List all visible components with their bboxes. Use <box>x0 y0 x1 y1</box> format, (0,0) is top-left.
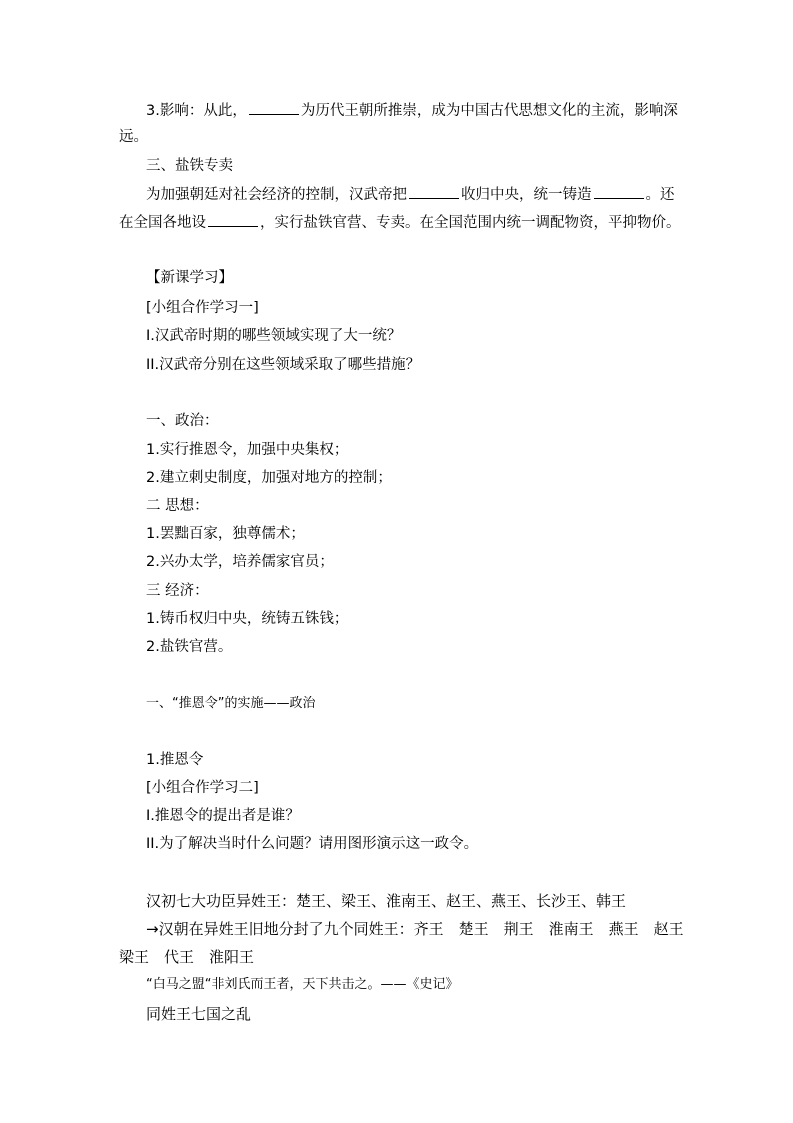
thought-heading: 二 思想： <box>146 498 209 514</box>
salt-iron-line <box>146 184 675 205</box>
tuienling-subheading: 1.推恩令 <box>146 752 204 768</box>
history-line-1: 汉初七大功臣异姓王：楚王、梁王、淮南王、赵王、燕王、长沙王、韩王 <box>146 892 627 910</box>
salt-iron-heading: 三、盐铁专卖 <box>146 158 233 174</box>
tuienling-heading: 一、“推恩令”的实施——政治 <box>146 696 316 711</box>
politics-item-2: 2.建立刺史制度，加强对地方的控制； <box>146 470 392 486</box>
group1-question-1: I.汉武帝时期的哪些领域实现了大一统？ <box>146 328 402 344</box>
influence-line-cont <box>119 127 148 147</box>
fill-blank[interactable] <box>409 184 459 199</box>
group2-question-1: I.推恩令的提出者是谁？ <box>146 808 300 824</box>
group1-title: [小组合作学习一] <box>146 300 259 316</box>
economy-heading: 三 经济： <box>146 583 209 599</box>
salt-iron-text-a: 为加强朝廷对社会经济的控制，汉武帝把 <box>146 187 407 203</box>
influence-text-b: 为历代王朝所推崇，成为中国古代思想文化的主流，影响深 <box>300 103 678 119</box>
salt-iron-line-cont <box>119 212 681 233</box>
fill-blank[interactable] <box>249 100 299 115</box>
salt-iron-text-e: ，实行盐铁官营、专卖。在全国范围内统一调配物资，平抑物价。 <box>260 215 681 231</box>
history-line-2: →汉朝在异姓王旧地分封了九个同姓王：齐王 楚王 荆王 淮南王 燕王 赵王 <box>146 920 684 938</box>
history-line-5: 同姓王七国之乱 <box>146 1005 252 1023</box>
group2-title: [小组合作学习二] <box>146 780 259 796</box>
fill-blank[interactable] <box>594 184 644 199</box>
history-line-3: 梁王 代王 淮阳王 <box>119 948 255 966</box>
fill-blank[interactable] <box>208 212 258 227</box>
group1-question-2: II.汉武帝分别在这些领域采取了哪些措施？ <box>146 357 421 373</box>
salt-iron-text-d: 在全国各地设 <box>119 215 206 231</box>
group2-question-2: II.为了解决当时什么问题？请用图形演示这一政令。 <box>146 836 479 852</box>
thought-item-1: 1.罢黜百家，独尊儒术； <box>146 526 305 542</box>
economy-item-2: 2.盐铁官营。 <box>146 639 233 655</box>
influence-text-c: 远。 <box>119 129 148 145</box>
economy-item-1: 1.铸币权归中央，统铸五铢钱； <box>146 611 349 627</box>
salt-iron-text-c: 。还 <box>645 187 675 203</box>
thought-item-2: 2.兴办太学，培养儒家官员； <box>146 554 334 570</box>
influence-line <box>146 100 678 121</box>
influence-text-a: 3.影响：从此， <box>146 103 247 119</box>
new-lesson-heading: 【新课学习】 <box>146 270 233 286</box>
politics-item-1: 1.实行推恩令，加强中央集权； <box>146 442 349 458</box>
history-quote: “白马之盟“非刘氏而王者，天下共击之。——《史记》 <box>146 977 459 992</box>
salt-iron-text-b: 收归中央，统一铸造 <box>461 187 592 203</box>
politics-heading: 一、政治： <box>146 413 219 429</box>
